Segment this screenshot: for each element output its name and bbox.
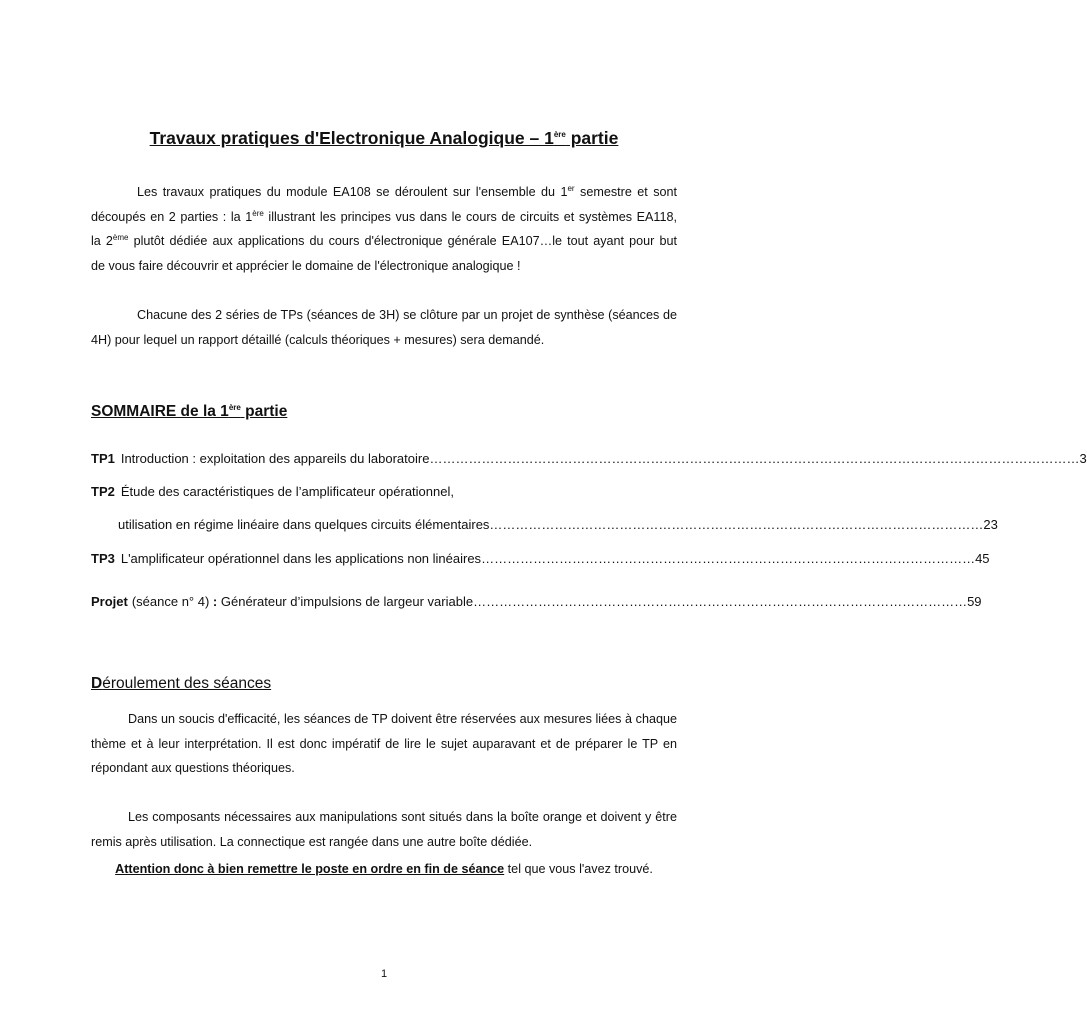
toc-label-extra: (séance n° 4): [131, 594, 210, 609]
deroulement-paragraph-2: [91, 805, 677, 854]
attention-rest: tel que vous l'avez trouvé.: [504, 862, 653, 876]
toc-leader: ……………………………………………………………………………………………………………………………………: [429, 451, 1080, 466]
deroulement-heading: Déroulement des séances: [91, 675, 272, 692]
toc-label: TP2: [91, 484, 115, 499]
toc-item-tp3: [91, 551, 990, 566]
deroulement-line-2: thème et à leur interprétation. Il est donc impératif de lire le sujet auparavant et de préparer le TP en: [91, 736, 677, 751]
toc-label: TP1: [91, 451, 115, 466]
series-line-1: Chacune des 2 séries de TPs (séances de 3H) se clôture par un projet de synthèse (séances de: [137, 308, 677, 322]
title-tail: partie: [565, 128, 619, 148]
page-title: [0, 128, 768, 149]
deroulement-line-5: remis après utilisation. La connectique est rangée dans une autre boîte dédiée.: [91, 834, 533, 849]
toc-leader: ……………………………………………………………………………………………………: [481, 551, 976, 566]
series-paragraph: [91, 303, 677, 352]
title-text: Travaux pratiques d'Electronique Analogique – 1: [149, 128, 554, 148]
sommaire-heading: SOMMAIRE de la 1ère partie: [91, 402, 288, 420]
toc-label: TP3: [91, 551, 115, 566]
page-number: 1: [380, 968, 388, 980]
series-line-2: 4H) pour lequel un rapport détaillé (calculs théoriques + mesures) sera demandé.: [91, 332, 545, 347]
toc-page: 23: [983, 517, 998, 532]
toc-text: L'amplificateur opérationnel dans les applications non linéaires: [120, 551, 482, 566]
intro-line-1: Les travaux pratiques du module EA108 se déroulent sur l'ensemble du 1er semestre et sont: [137, 183, 677, 199]
attention-bold: Attention donc à bien remettre le poste en ordre en fin de séance: [115, 862, 505, 876]
toc-page: 3: [1079, 451, 1087, 466]
deroulement-line-4: Les composants nécessaires aux manipulations sont situés dans la boîte orange et doivent y être: [128, 810, 677, 824]
toc-item-tp2: [91, 484, 677, 499]
intro-line-2: découpés en 2 parties : la 1ère illustrant les principes vus dans le cours de circuits et systèmes EA118,: [91, 208, 677, 224]
toc-leader: ……………………………………………………………………………………………………: [473, 594, 968, 609]
intro-line-3: la 2ème plutôt dédiée aux applications du cours d'électronique générale EA107…le tout ayant pour but: [91, 232, 677, 248]
toc-colon: :: [209, 594, 221, 609]
toc-text: Introduction : exploitation des appareils du laboratoire: [120, 451, 430, 466]
toc-text: Étude des caractéristiques de l’amplificateur opérationnel,: [120, 484, 454, 499]
intro-line-4: de vous faire découvrir et apprécier le domaine de l'électronique analogique !: [91, 258, 521, 273]
toc-item-projet: [91, 594, 982, 609]
toc-label: Projet: [91, 594, 128, 609]
toc-item-tp1: [91, 451, 1087, 466]
toc-item-tp2-continued: [118, 517, 998, 532]
deroulement-paragraph-1: [91, 707, 677, 781]
deroulement-line-1: Dans un soucis d'efficacité, les séances de TP doivent être réservées aux mesures liées à chaque: [128, 712, 677, 726]
toc-leader: ……………………………………………………………………………………………………: [489, 517, 984, 532]
attention-note: [0, 862, 768, 876]
toc-page: 59: [967, 594, 982, 609]
deroulement-line-3: répondant aux questions théoriques.: [91, 761, 295, 775]
intro-paragraph: [91, 180, 677, 278]
title-sup: ère: [553, 130, 566, 140]
toc-page: 45: [975, 551, 990, 566]
toc-text: Générateur d’impulsions de largeur variable: [220, 594, 474, 609]
toc-text: utilisation en régime linéaire dans quelques circuits élémentaires: [118, 517, 490, 532]
